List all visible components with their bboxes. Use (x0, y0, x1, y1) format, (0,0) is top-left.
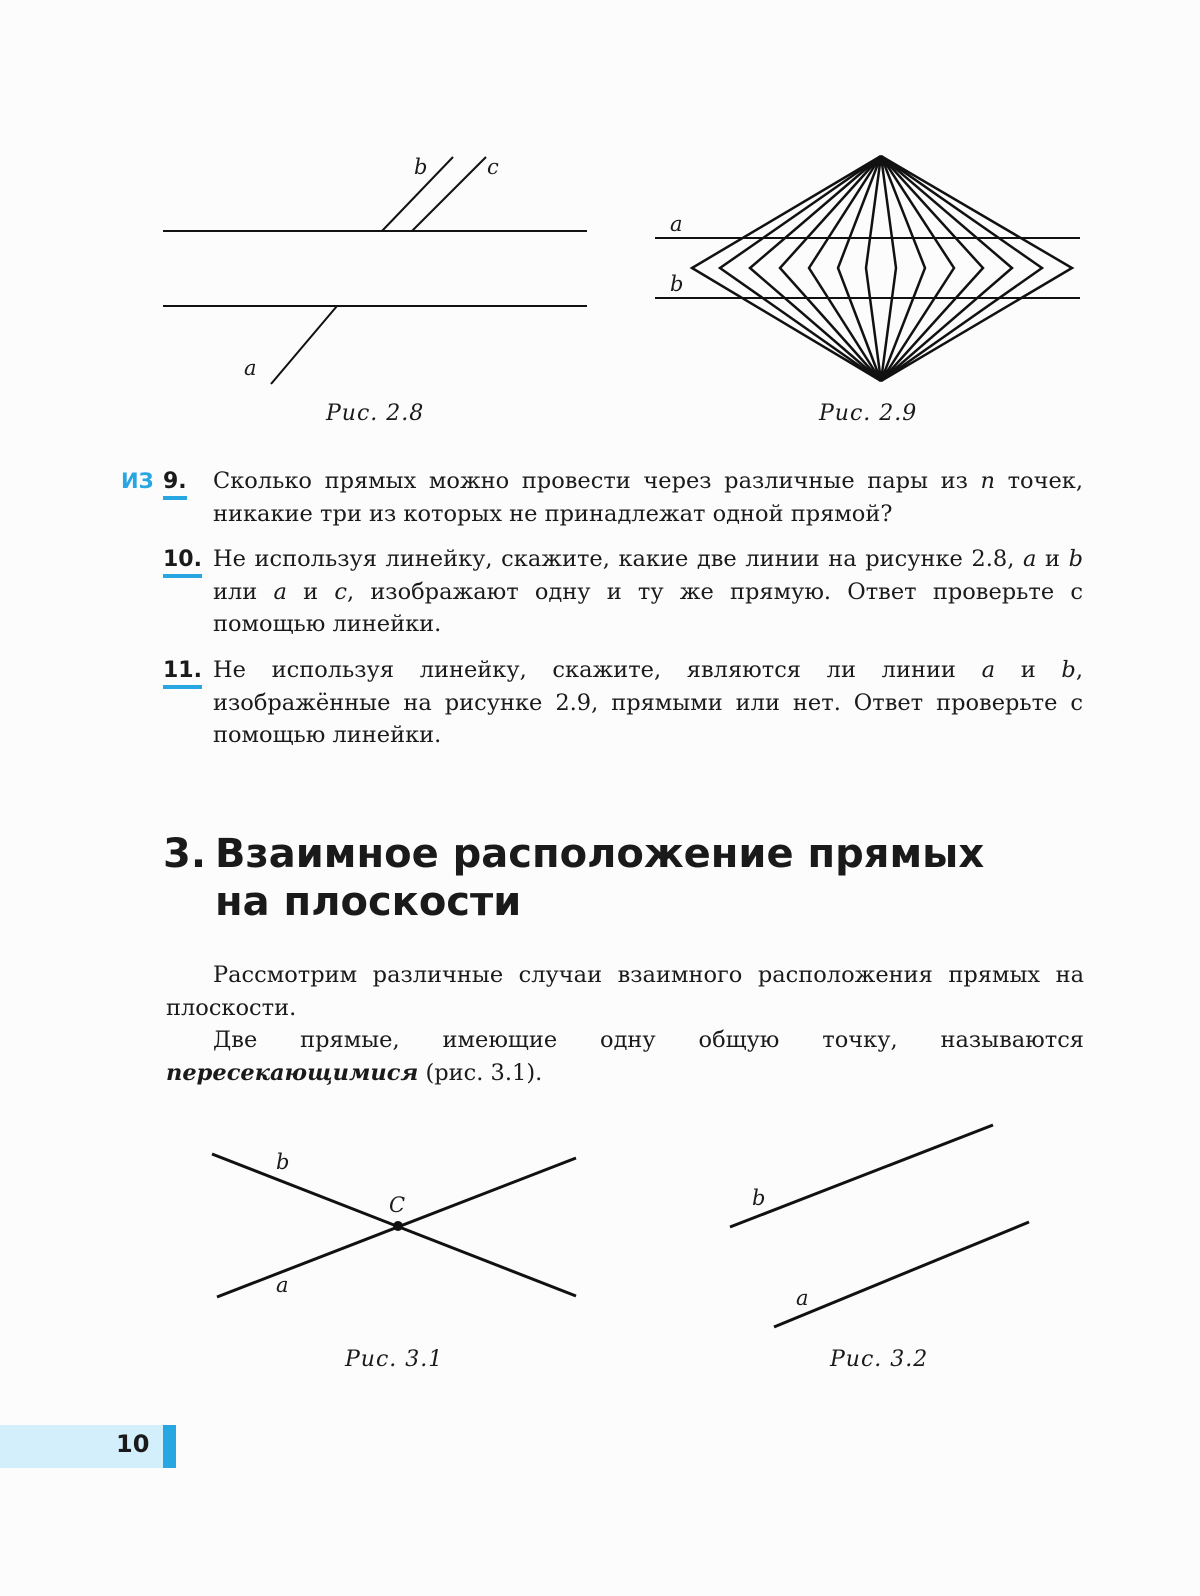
exercise-number: 10. (163, 548, 202, 578)
fan-rays (692, 156, 1072, 381)
section-heading (163, 830, 984, 926)
exercise-text: Сколько прямых можно провести через различные пары из n точек, никакие три из которых не принадлежат одной прямой? (213, 468, 1083, 527)
paragraph-definition: Две прямые, имеющие одну общую точку, называются пересекающимися (рис. 3.1). (166, 1027, 1084, 1086)
term-intersecting: пересекающимися (166, 1059, 419, 1086)
page-number-band (0, 1425, 176, 1468)
line-b (730, 1125, 993, 1227)
line-a (774, 1222, 1029, 1327)
exercise-number: 9. (163, 470, 187, 500)
exercise-number: 11. (163, 659, 202, 689)
fan-ray (720, 156, 881, 381)
label-a: a (670, 212, 683, 236)
figure-caption: Рис. 2.9 (819, 401, 918, 426)
fan-ray (809, 156, 881, 381)
label-b: b (414, 155, 428, 179)
label-b: b (276, 1150, 290, 1174)
label-b: b (752, 1186, 766, 1210)
figure-3-2-drawing (0, 1100, 1200, 1360)
fan-ray (881, 156, 1042, 381)
fan-ray (750, 156, 881, 381)
section-title: Взаимное расположение прямых на плоскости (215, 831, 985, 925)
figure-2-9-drawing (0, 0, 1200, 420)
label-a: a (276, 1273, 289, 1297)
fan-ray (881, 156, 1012, 381)
fan-ray (881, 156, 954, 381)
exercise-marker-iz: ИЗ (121, 469, 154, 493)
page-number: 10 (116, 1430, 150, 1458)
section-number: 3. (163, 831, 207, 877)
figure-caption: Рис. 3.2 (830, 1347, 929, 1372)
page-number-accent (163, 1425, 176, 1468)
figure-caption: Рис. 2.8 (326, 401, 425, 426)
label-c: C (389, 1193, 406, 1217)
paragraph-intro: Рассмотрим различные случаи взаимного расположения прямых на плоскости. (166, 962, 1084, 1021)
label-a: a (796, 1286, 809, 1310)
exercise-text: Не используя линейку, скажите, какие две линии на рисунке 2.8, a и b или a и c, изображают одну и ту же прямую. Ответ проверьте с помощью линейки. (213, 546, 1083, 637)
label-c: c (487, 155, 499, 179)
figure-caption: Рис. 3.1 (345, 1347, 444, 1372)
exercise-text: Не используя линейку, скажите, являются ли линии a и b, изображённые на рисунке 2.9, прямыми или нет. Ответ проверьте с помощью линейки. (213, 657, 1083, 748)
label-b: b (670, 272, 684, 296)
label-a: a (244, 356, 257, 380)
